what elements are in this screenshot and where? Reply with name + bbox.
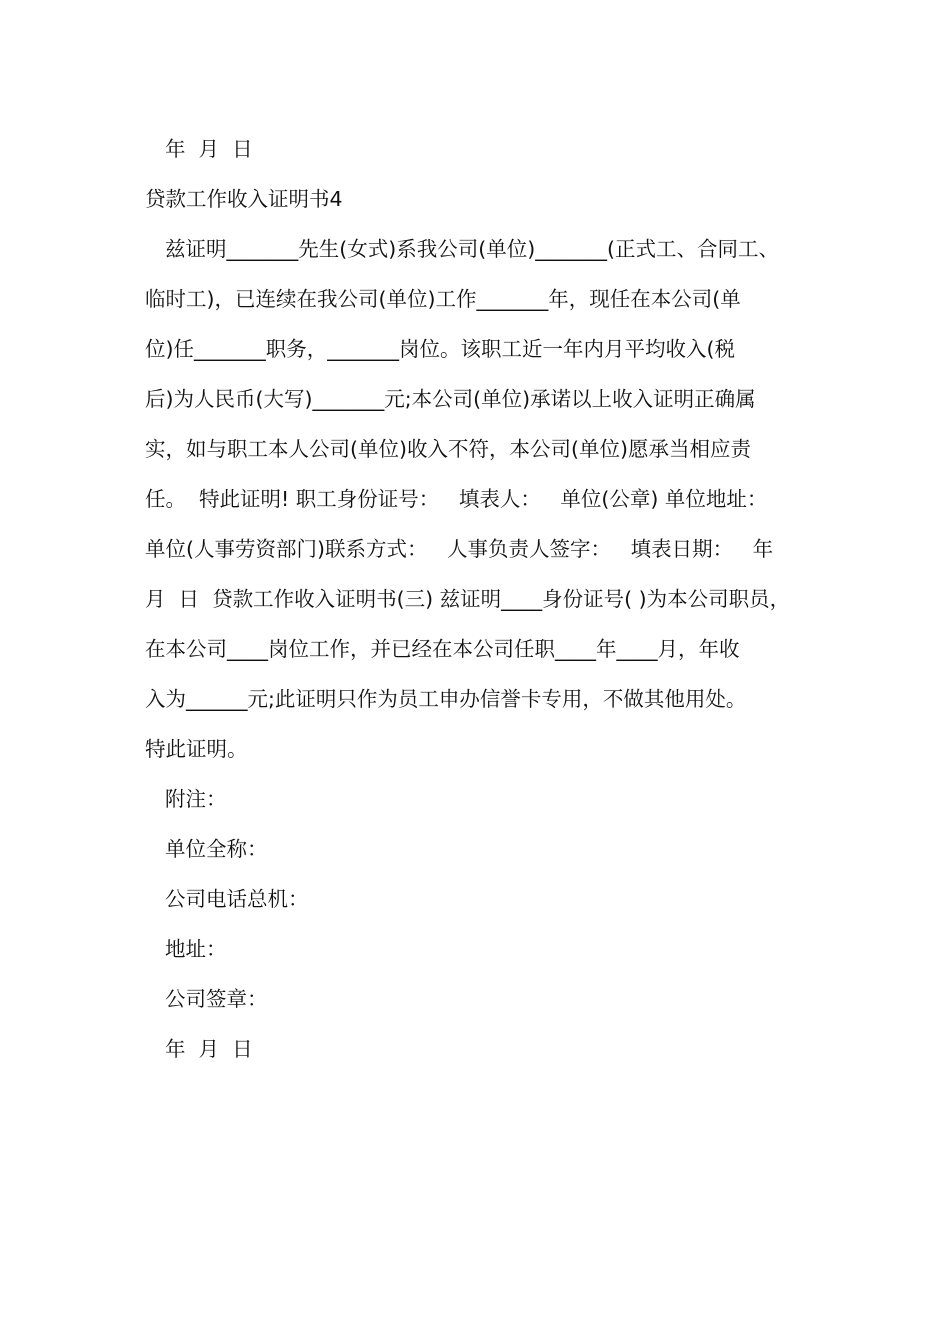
company-phone-label: 公司电话总机： bbox=[165, 887, 309, 911]
address-label: 地址： bbox=[165, 937, 227, 961]
note-label: 附注： bbox=[165, 787, 227, 811]
paragraph-line: 后)为人民币(大写)_______元;本公司(单位)承诺以上收入证明正确属 bbox=[145, 387, 756, 411]
paragraph-line: 临时工)，已连续在我公司(单位)工作_______年，现任在本公司(单 bbox=[145, 287, 741, 311]
paragraph-line: 在本公司____岗位工作，并已经在本公司任职____年____月，年收 bbox=[145, 637, 740, 661]
section-title: 贷款工作收入证明书4 bbox=[145, 187, 343, 211]
paragraph-line: 单位(人事劳资部门)联系方式： 人事负责人签字： 填表日期： 年 bbox=[145, 537, 774, 561]
paragraph-line: 月 日 贷款工作收入证明书(三) 兹证明____身份证号( )为本公司职员， bbox=[145, 587, 791, 611]
paragraph-line: 位)任_______职务，_______岗位。该职工近一年内月平均收入(税 bbox=[145, 337, 735, 361]
paragraph-line: 实，如与职工本人公司(单位)收入不符，本公司(单位)愿承当相应责 bbox=[145, 437, 751, 461]
unit-name-label: 单位全称： bbox=[165, 837, 268, 861]
company-seal-label: 公司签章： bbox=[165, 987, 268, 1011]
paragraph-line: 特此证明。 bbox=[145, 737, 248, 761]
date-line-top: 年 月 日 bbox=[165, 137, 253, 161]
paragraph-line: 兹证明_______先生(女式)系我公司(单位)_______(正式工、合同工、 bbox=[165, 237, 779, 261]
date-line-bottom: 年 月 日 bbox=[165, 1037, 253, 1061]
paragraph-line: 入为______元;此证明只作为员工申办信誉卡专用，不做其他用处。 bbox=[145, 687, 747, 711]
paragraph-line: 任。 特此证明! 职工身份证号： 填表人： 单位(公章) 单位地址： bbox=[145, 487, 768, 511]
